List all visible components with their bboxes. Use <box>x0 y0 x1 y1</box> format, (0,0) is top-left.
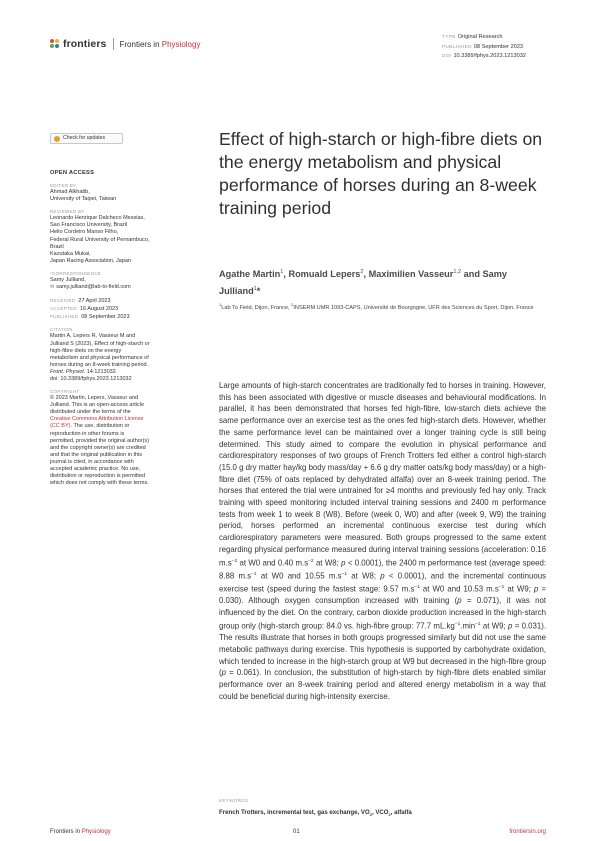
accepted-label: ACCEPTED <box>50 306 77 312</box>
abstract-text: = 0.030). Although oxygen consumption increased with training ( <box>219 584 546 606</box>
reviewed-by-label: REVIEWED BY <box>50 209 85 215</box>
published-label: PUBLISHED <box>50 314 79 320</box>
publisher-logo[interactable] <box>50 38 200 50</box>
unit-exponent: −1 <box>498 585 505 591</box>
article-published <box>442 43 526 53</box>
open-access-label: OPEN ACCESS <box>50 170 95 176</box>
p-value-symbol: p <box>341 558 346 568</box>
journal-prefix: Frontiers in <box>119 39 160 49</box>
author-name[interactable]: Agathe Martin <box>219 269 281 280</box>
abstract-text: .min <box>460 621 476 631</box>
copyright-line: accepted academic practice. No use, <box>50 466 141 472</box>
abstract-text: at W0 and 0.40 m.s <box>237 558 309 568</box>
citation-line: high-fibre diets on the energy <box>50 347 122 354</box>
article-doi <box>442 52 526 62</box>
check-updates-label: Check for updates <box>63 134 106 141</box>
keywords-text: French Trotters, incremental test, gas exchange, VO <box>219 809 370 816</box>
correspondence-email-row <box>50 284 170 291</box>
author-conjunction: and <box>463 269 480 280</box>
author-affil-sup: 2 <box>360 269 364 275</box>
copyright-line: Julliand. This is an open-access article <box>50 402 145 409</box>
copyright-line <box>50 423 170 430</box>
citation-line: Martin A, Lepers R, Vasseur M and <box>50 333 136 340</box>
copyright-line: permitted, provided the original author(s) <box>50 437 150 444</box>
abstract-text: at W8; <box>347 571 381 581</box>
journal-name[interactable] <box>120 40 201 49</box>
editor-line: University of Taipei, Taiwan <box>50 196 117 203</box>
author-name[interactable]: Samy Julliand <box>219 269 508 296</box>
copyright-line: journal is cited, in accordance with <box>50 458 134 465</box>
copyright-line: reproduction in other forums is <box>50 430 125 437</box>
copyright-text: The use, distribution or <box>73 423 130 430</box>
copyright <box>50 395 170 487</box>
copyright-label: COPYRIGHT <box>50 389 80 395</box>
author-affil-sup: 1 <box>280 269 284 275</box>
mail-icon: ✉ <box>50 284 55 291</box>
affiliation-text: INSERM UMR 1093-CAPS, Université de Bourgogne, UFR des Sciences du Sport, Dijon, France <box>293 304 534 311</box>
author-name[interactable]: Romuald Lepers <box>288 269 361 280</box>
type-label: TYPE <box>442 35 456 40</box>
published-row <box>50 313 170 321</box>
author-list: Agathe Martin$^1$, Romuald Lepers$^2$, Maximilien Vasseur$^{1,2}$ and Samy Julliand$^1$* <box>219 269 508 296</box>
citation-volume: 14:1213032. <box>86 368 118 375</box>
received-row <box>50 297 170 305</box>
keywords-label: KEYWORDS <box>219 798 249 803</box>
keywords-text: , VCO <box>371 809 389 816</box>
author-name[interactable]: Maximilien Vasseur <box>368 269 454 280</box>
affil-sup: 1 <box>219 302 222 307</box>
reviewer-line: Kazutaka Mukai, <box>50 250 91 257</box>
article-meta <box>442 33 526 62</box>
keywords-text: , alfalfa <box>390 809 412 816</box>
affil-sup: 2 <box>291 302 294 307</box>
abstract-text: < 0.0001), and the incremental continuous exercise test (speed during the fastest stage: 9.57 m.s <box>219 571 546 594</box>
abstract-text: < 0.0001), the 2400 m performance test (average speed: 8.88 m.s <box>219 558 546 581</box>
unit-exponent: −2 <box>231 558 238 564</box>
reviewer-line: Leonardo Henrique Dalcheco Messias, <box>50 215 145 222</box>
reviewer-line: Sao Francisco University, Brazil <box>50 222 128 229</box>
p-value-symbol: p <box>457 596 462 606</box>
published-value: 08 September 2023 <box>473 43 524 50</box>
reviewer-line: Brazil <box>50 243 64 250</box>
abstract-text: at W9; <box>504 584 534 594</box>
abstract-text: Large amounts of high-starch concentrates are traditionally fed to horses in training. However, this has been associated with digestive or muscle diseases and behavioural modifications. In parallel, it has been demonstrated that horses fed high-fibre, low-starch diets achieve the same performance over an exercise test as the ones fed high-starch diets. However, whether the same performance level can be maintained over a longer training cycle is still being determined. This study aimed to compare the evolution in physical performance and cardiorespiratory responses of two groups of French Trotters fed either a control high-starch (15.0 g dry matter hay/kg body mass/day + 6.6 g dry matter oats/kg body mass/day) or a high-fibre diet (75% of oats replaced by dehydrated alfalfa) over an 8-week training period. The horses that entered the trial were untrained for ≥4 months and previously fed hay only. Track training with speed monitoring included interval training sessions and 2400 m performance tests from week 1 to week 8 (W8). Before (week 0, W0) and after (week 9, W9) the training period, horses performed an incremental continuous exercise test during which cardiorespiratory parameters were measured. Both groups progressed to the same extent regarding physical performance measured during interval training sessions (acceleration: 0.16 m.s <box>219 381 546 568</box>
copyright-line: © 2023 Martin, Lepers, Vasseur and <box>50 395 139 402</box>
footer-journal-prefix: Frontiers in <box>50 829 81 835</box>
abstract-text: at W0 and 10.55 m.s <box>256 571 342 581</box>
abstract-text: = 0.031). The results illustrate that horses in both groups progressed similarly but did not use the same metabolic pathways during exercise. This hypothesis is supported by carbohydrate oxidation, which tended to increase in the high-starch group at W9 but decreased in the high-fibre group ( <box>219 621 547 678</box>
received-label: RECEIVED <box>50 298 76 304</box>
logo-divider <box>113 38 114 50</box>
type-value: Original Research <box>457 34 503 40</box>
correspondence <box>50 277 170 291</box>
abstract-text: at W8; <box>313 558 342 568</box>
unit-exponent: −2 <box>308 558 314 564</box>
unit-exponent: −1 <box>251 571 257 577</box>
citation-line: Julliand S (2023), Effect of high-starch or <box>50 340 150 347</box>
reviewed-by <box>50 215 170 265</box>
editor-line: Ahmad Alkhatib, <box>50 189 90 196</box>
footer-journal-name: Physiology <box>81 829 111 835</box>
unit-exponent: −1 <box>454 621 461 627</box>
copyright-line: distributed under the terms of the <box>50 409 131 416</box>
edited-by-label: EDITED BY <box>50 183 77 189</box>
author-affil-sup: 1 <box>253 285 257 292</box>
article-type <box>442 33 526 43</box>
check-for-updates-button[interactable] <box>50 133 123 144</box>
copyright-line: and that the original publication in this <box>50 451 143 458</box>
published-label: PUBLISHED <box>442 44 472 50</box>
citation-line: horses during an 8-week training period. <box>50 361 149 368</box>
correspondence-name: Samy Julliand, <box>50 276 86 283</box>
abstract-text: = 0.071), it was not influenced by the diet. On the contrary, carbon dioxide production increased in the high-starch group only (high-starch group: 84.0 vs. high-fibre group: 77.7 mL.kg <box>219 596 546 631</box>
reviewer-line: Helio Cordeiro Manso Filho, <box>50 229 119 236</box>
unit-exponent: −1 <box>414 585 420 591</box>
accepted-row <box>50 305 170 313</box>
article-sidebar <box>50 133 170 487</box>
affiliations <box>219 301 549 313</box>
published-date: 08 September 2023 <box>81 314 130 321</box>
subscript: 2 <box>388 812 391 818</box>
citation-line: metabolism and physical performance of <box>50 354 149 361</box>
license-link-cc[interactable]: (CC BY). <box>50 423 72 430</box>
affiliation-text: Lab To Field, Dijon, France, <box>221 304 290 311</box>
corresponding-marker: * <box>256 285 261 296</box>
correspondence-label: *CORRESPONDENCE <box>50 270 102 276</box>
citation-journal: Front. Physiol. <box>50 368 86 375</box>
doi-label: DOI <box>442 54 452 60</box>
abstract-text: = 0.061). In conclusion, the substitution of high-starch by high-fibre diets enabled similar performance over an 8-week training period and altered energy metabolism in a way that could be beneficial during high-intensity exercise. <box>219 668 546 701</box>
logo-text: frontiers <box>63 38 107 50</box>
frontiers-logo-icon <box>50 39 60 49</box>
subscript: 2 <box>369 812 372 818</box>
received-date: 27 April 2023 <box>78 298 111 305</box>
p-value-symbol: p <box>380 571 385 581</box>
edited-by <box>50 189 170 203</box>
abstract-text: at W9; <box>480 621 509 631</box>
accepted-date: 16 August 2023 <box>79 306 119 313</box>
copyright-line: and the copyright owner(s) are credited <box>50 444 146 451</box>
author-affil-sup: 1,2 <box>453 269 462 275</box>
page-number: 01 <box>293 829 300 835</box>
correspondence-email[interactable]: samy.julliand@lab-to-field.com <box>56 284 131 291</box>
citation-journal-line <box>50 369 170 376</box>
copyright-line: distribution or reproduction is permitted <box>50 473 146 480</box>
p-value-symbol: p <box>533 584 539 594</box>
p-value-symbol: p <box>221 668 226 678</box>
reviewer-line: Federal Rural University of Pernambuco, <box>50 236 150 243</box>
keywords <box>219 809 412 817</box>
copyright-line: which does not comply with these terms. <box>50 480 149 487</box>
doi-value[interactable]: 10.3389/fphys.2023.1213032 <box>453 53 526 60</box>
article-dates <box>50 297 170 321</box>
footer-journal[interactable] <box>50 829 111 835</box>
unit-exponent: −1 <box>475 621 481 627</box>
citation <box>50 333 170 383</box>
abstract <box>219 380 546 702</box>
unit-exponent: −1 <box>341 571 348 577</box>
citation-label: CITATION <box>50 327 73 333</box>
footer-site-link[interactable]: frontiersin.org <box>509 829 546 835</box>
p-value-symbol: p <box>508 621 513 631</box>
abstract-text: at W0 and 10.53 m.s <box>419 584 499 594</box>
journal-title: Physiology <box>161 39 201 49</box>
citation-doi[interactable]: doi: 10.3389/fphys.2023.1213032 <box>50 375 132 382</box>
article-title: Effect of high-starch or high-fibre diets on the energy metabolism and physical performance of horses during an 8-week training period <box>219 129 543 218</box>
update-check-icon <box>54 136 60 142</box>
license-link[interactable]: Creative Commons Attribution License <box>50 416 144 423</box>
reviewer-line: Japan Racing Association, Japan <box>50 257 132 264</box>
